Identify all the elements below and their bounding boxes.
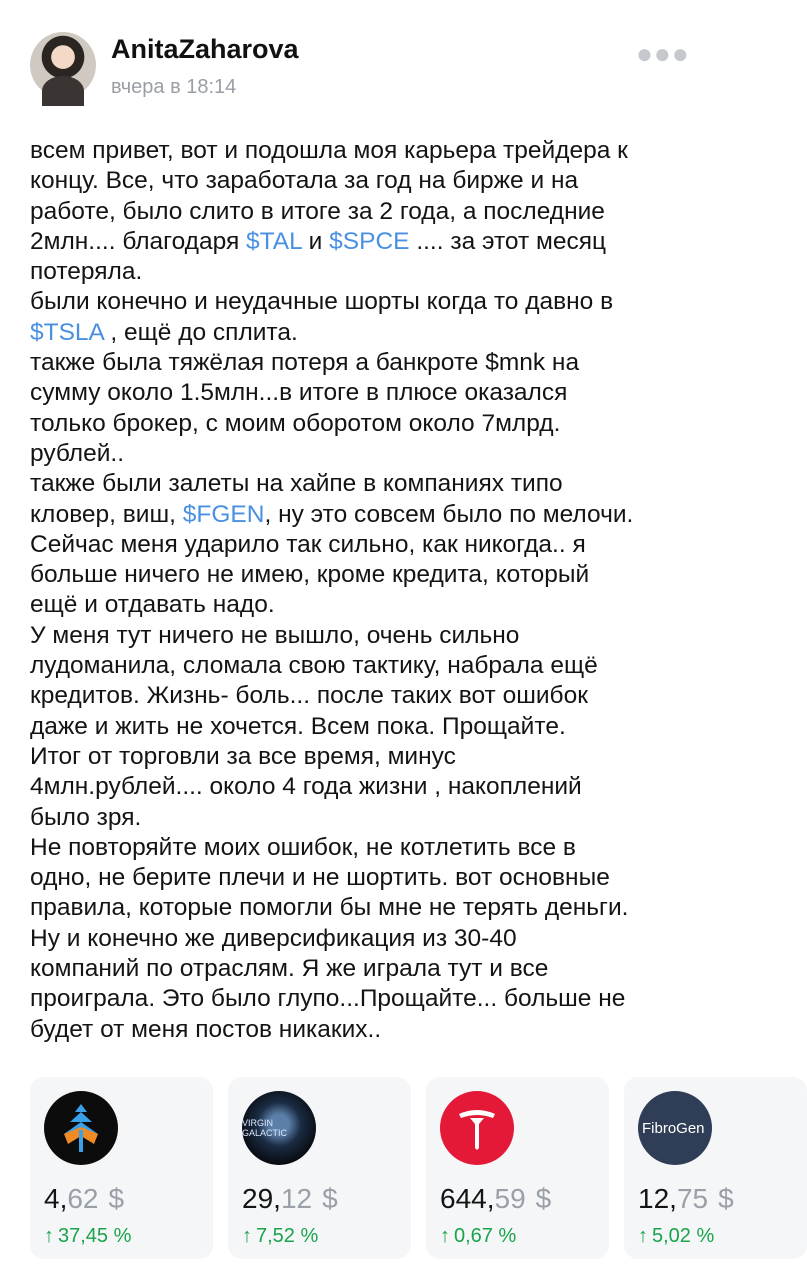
change-percent: 0,67 % [454, 1225, 517, 1247]
post-text-part: .... за этот месяц потеряла. были конечно и неудачные шорты когда то давно в [30, 227, 614, 316]
more-dots-icon[interactable]: ●●● [636, 38, 690, 69]
logo-text: FibroGen [642, 1119, 705, 1137]
post-text-part: и [301, 227, 330, 255]
ticker-link-tsla[interactable]: $TSLA [30, 318, 104, 346]
post-text [30, 136, 690, 1045]
price-integer: 12, [638, 1183, 677, 1214]
price-integer: 29, [242, 1183, 281, 1214]
change-percent: 5,02 % [652, 1225, 715, 1247]
price-integer: 644, [440, 1183, 495, 1214]
ticker-cards-carousel[interactable] [30, 1077, 734, 1259]
arrow-up-icon: ↑ [638, 1225, 648, 1247]
price-currency: $ [718, 1183, 734, 1214]
change-percent: 7,52 % [256, 1225, 319, 1247]
card-change [440, 1225, 516, 1248]
card-change [44, 1225, 131, 1248]
change-percent: 37,45 % [58, 1225, 132, 1247]
arrow-up-icon: ↑ [242, 1225, 252, 1247]
price-integer: 4, [44, 1183, 68, 1214]
price-fraction: 59 [494, 1183, 526, 1214]
ticker-card-tsla[interactable] [426, 1077, 609, 1259]
price-fraction: 62 [67, 1183, 99, 1214]
post-text-part: , ещё до сплита. также была тяжёлая потеря а банкроте $mnk на сумму около 1.5млн...в итоге в плюсе оказался только брокер, с моим оборотом около 7млрд. рублей.. также были залеты на хайпе в компаниях типо кловер, виш, [30, 318, 580, 528]
tesla-logo-icon [440, 1091, 514, 1165]
logo-text: VIRGIN GALACTIC [242, 1118, 288, 1138]
price-currency: $ [535, 1183, 552, 1214]
card-price [44, 1183, 124, 1215]
card-change [242, 1225, 318, 1248]
card-change [638, 1225, 714, 1248]
card-price [242, 1183, 338, 1215]
arrow-up-icon: ↑ [44, 1225, 54, 1247]
avatar[interactable] [30, 32, 96, 98]
author-name[interactable]: AnitaZaharova [111, 34, 299, 64]
post-text-part: всем привет, вот и подошла моя карьера трейдера к концу. Все, что заработала за год на бирже и на работе, было слито в итоге за 2 года, а последние 2млн.... благодаря [30, 137, 628, 255]
price-fraction: 75 [676, 1183, 709, 1214]
post-text-part: , ну это совсем было по мелочи. Сейчас меня ударило так сильно, как никогда.. я больше ничего не имею, кроме кредита, который ещё и отдавать надо. У меня тут ничего не вышло, очень сильно лудоманила, сломала свою тактику, набрала ещё кредитов. Жизнь- боль... после таких вот ошибок даже и жить не хочется. Всем пока. Прощайте. Итог от торговли за все время, минус 4млн.рублей.... около 4 года жизни , накоплений было зря. Не повторяйте моих ошибок, не котлетить все в одно, не берите плечи и не шортить. вот основные правила, которые помогли бы мне не терять деньги. Ну и конечно же диверсификация из 30-40 компаний по отраслям. Я же играла тут и все проиграла. Это было глупо...Прощайте... больше не будет от меня постов никаких.. [30, 500, 634, 1043]
price-currency: $ [322, 1183, 338, 1214]
arrow-up-icon: ↑ [440, 1225, 450, 1247]
ticker-card-tal[interactable] [30, 1077, 213, 1259]
price-currency: $ [108, 1183, 125, 1214]
ticker-link-fgen[interactable]: $FGEN [182, 500, 265, 528]
card-price [638, 1183, 734, 1215]
virgin-galactic-logo-icon [242, 1091, 316, 1165]
post-time[interactable]: вчера в 18:14 [111, 76, 237, 98]
ticker-link-spce[interactable]: $SPCE [329, 227, 410, 255]
ticker-card-spce[interactable] [228, 1077, 411, 1259]
fibrogen-logo-icon [638, 1091, 712, 1165]
ticker-card-fgen[interactable] [624, 1077, 807, 1259]
post-header [0, 0, 705, 120]
ticker-link-tal[interactable]: $TAL [246, 227, 302, 255]
price-fraction: 12 [280, 1183, 313, 1214]
tal-logo-icon [44, 1091, 118, 1165]
card-price [440, 1183, 551, 1215]
